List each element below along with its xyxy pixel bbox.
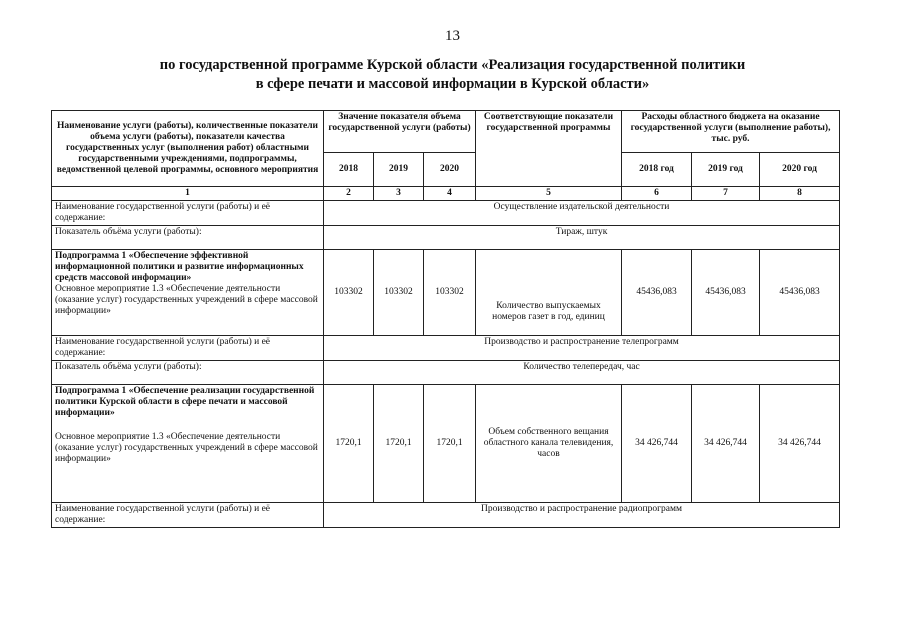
subprogram-row-1 <box>52 250 840 336</box>
column-index: 8 <box>760 187 840 201</box>
main-measure: Основное мероприятие 1.3 «Обеспечение деятельности (оказание услуг) государственных учреждений в сфере массовой информации» <box>55 284 318 316</box>
service-value: Осуществление издательской деятельности <box>324 201 840 226</box>
value-2019: 103302 <box>374 250 424 336</box>
title-line-2: в сфере печати и массовой информации в Курской области» <box>255 76 650 92</box>
indicator-row-circulation <box>52 226 840 250</box>
indicator-value: Тираж, штук <box>324 226 840 250</box>
title-line-1: по государственной программе Курской области «Реализация государственной политики <box>159 57 746 73</box>
column-index: 1 <box>52 187 324 201</box>
header-expenses-column: Расходы областного бюджета на оказание государственной услуги (выполнение работы), тыс. руб. <box>622 111 840 153</box>
indicator-label: Показатель объёма услуги (работы): <box>52 226 324 250</box>
indicator-row-tv <box>52 361 840 385</box>
indicator-label: Показатель объёма услуги (работы): <box>52 361 324 385</box>
subprogram-title: Подпрограмма 1 «Обеспечение эффективной информационной политики и развитие информационных средств массовой информации» <box>55 251 304 283</box>
header-values-column: Значение показателя объема государственной услуги (работы) <box>324 111 476 153</box>
column-index-row <box>52 187 840 201</box>
column-index: 3 <box>374 187 424 201</box>
expense-2019: 45436,083 <box>692 250 760 336</box>
header-program-column: Соответствующие показатели государственной программы <box>476 111 622 187</box>
header-expense-year-2020: 2020 год <box>760 153 840 187</box>
indicator-value: Количество телепередач, час <box>324 361 840 385</box>
subprogram-row-2 <box>52 385 840 503</box>
expense-2019: 34 426,744 <box>692 385 760 503</box>
value-2020: 1720,1 <box>424 385 476 503</box>
header-year-2018: 2018 <box>324 153 374 187</box>
service-label: Наименование государственной услуги (работы) и её содержание: <box>52 336 324 361</box>
service-row-tv <box>52 336 840 361</box>
expense-2020: 45436,083 <box>760 250 840 336</box>
page-number: 13 <box>445 28 460 44</box>
column-index: 6 <box>622 187 692 201</box>
header-year-2019: 2019 <box>374 153 424 187</box>
expense-2018: 34 426,744 <box>622 385 692 503</box>
column-index: 4 <box>424 187 476 201</box>
expense-2018: 45436,083 <box>622 250 692 336</box>
service-label: Наименование государственной услуги (работы) и её содержание: <box>52 503 324 528</box>
service-value: Производство и распространение телепрограмм <box>324 336 840 361</box>
subprogram-description <box>52 250 324 336</box>
header-name-column: Наименование услуги (работы), количественные показатели объема услуги (работы), показатели качества государственных услуг (выполнения работ) областными государственными учреждениями, подпрограммы, ведомственной целевой программы, основного мероприятия <box>52 111 324 187</box>
service-row-radio <box>52 503 840 528</box>
column-index: 2 <box>324 187 374 201</box>
value-2018: 1720,1 <box>324 385 374 503</box>
header-year-2020: 2020 <box>424 153 476 187</box>
program-indicator: Объем собственного вещания областного канала телевидения, часов <box>476 385 622 503</box>
subprogram-title: Подпрограмма 1 «Обеспечение реализации государственной политики Курской области в сфере печати и массовой информации» <box>55 386 315 418</box>
services-table <box>51 110 840 528</box>
program-indicator: Количество выпускаемых номеров газет в год, единиц <box>476 250 622 336</box>
column-index: 5 <box>476 187 622 201</box>
header-expense-year-2019: 2019 год <box>692 153 760 187</box>
main-measure: Основное мероприятие 1.3 «Обеспечение деятельности (оказание услуг) государственных учреждений в сфере массовой информации» <box>55 432 318 464</box>
document-title <box>60 56 845 94</box>
service-row-publishing <box>52 201 840 226</box>
column-index: 7 <box>692 187 760 201</box>
value-2018: 103302 <box>324 250 374 336</box>
subprogram-description <box>52 385 324 503</box>
value-2020: 103302 <box>424 250 476 336</box>
value-2019: 1720,1 <box>374 385 424 503</box>
expense-2020: 34 426,744 <box>760 385 840 503</box>
header-expense-year-2018: 2018 год <box>622 153 692 187</box>
service-label: Наименование государственной услуги (работы) и её содержание: <box>52 201 324 226</box>
service-value: Производство и распространение радиопрограмм <box>324 503 840 528</box>
